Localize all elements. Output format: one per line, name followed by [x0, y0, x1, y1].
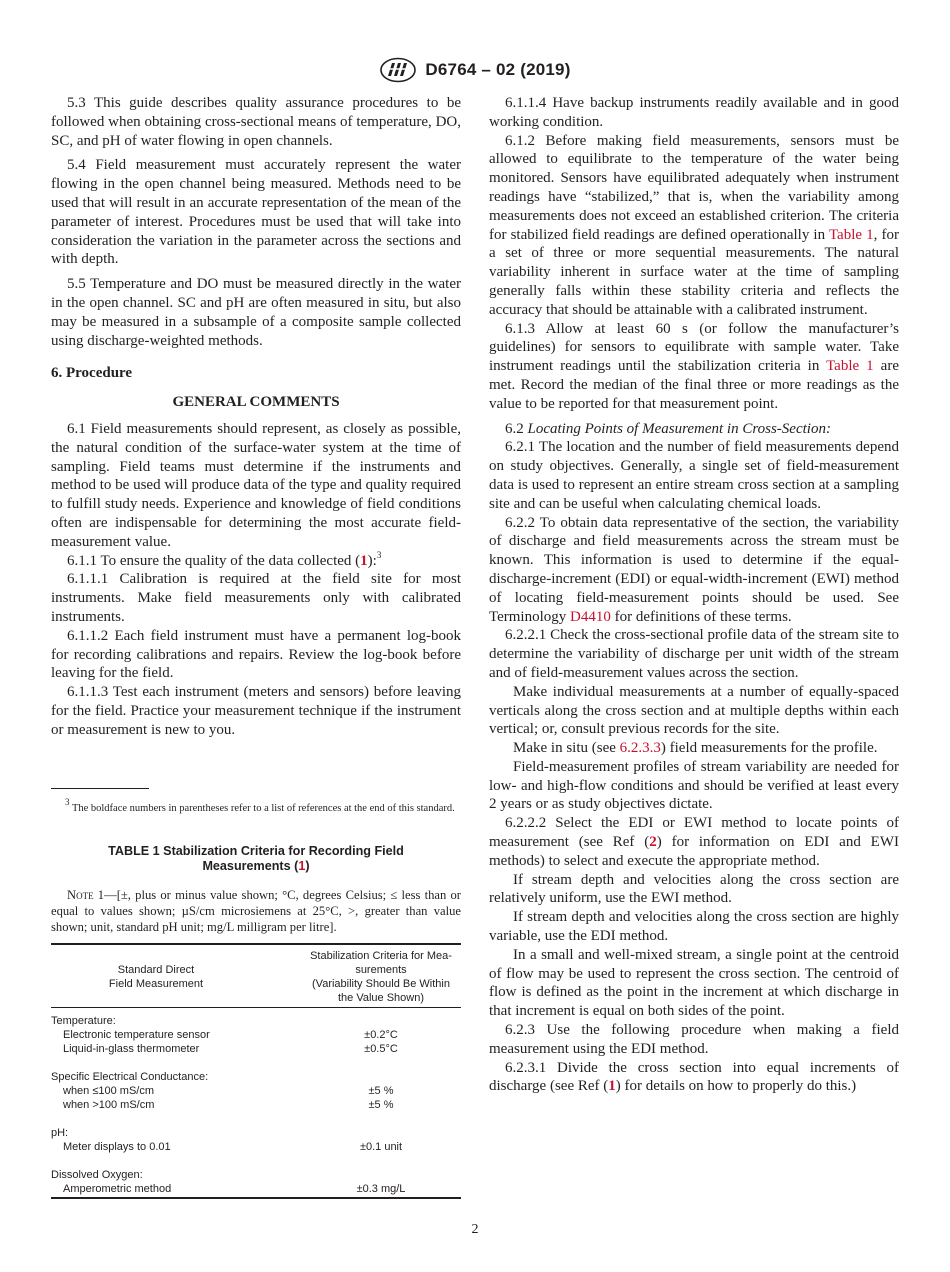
paragraph-6-2-2-1: 6.2.2.1 Check the cross-sectional profile data of the stream site to determine the variability of discharge per unit width of the stream and of field-measurement values across the section.	[489, 627, 899, 681]
paragraph-rest: ) field measurements for the profile.	[660, 740, 878, 757]
paragraph-6-2-2-rest: for definitions of these terms.	[610, 608, 792, 625]
subheading-general-comments: GENERAL COMMENTS	[172, 394, 340, 411]
section-title: Locating Points of Measurement in Cross-Section:	[527, 420, 831, 437]
paragraph-6-1-2	[489, 132, 899, 320]
paragraph-6-1-1-close: ):	[367, 552, 377, 569]
paragraph-6-2-3-1-rest: ) for details on how to properly do this.)	[615, 1078, 857, 1095]
paragraph-6-2-2-2-d: In a small and well-mixed stream, a single point at the centroid of flow may be used to represent the cross section. The centroid of flow is defined as the point in the increment at which discharge in that increment is equal on both sides of the point.	[489, 946, 899, 1020]
header-field-measurement	[51, 944, 301, 1008]
table-row	[51, 1098, 461, 1112]
table-title-ref-link[interactable]: 1	[298, 859, 306, 873]
row-label: Electronic temperature sensor	[63, 1028, 210, 1041]
row-label: when ≤100 mS/cm	[63, 1084, 155, 1097]
row-label: Liquid-in-glass thermometer	[63, 1042, 200, 1055]
page-header	[0, 56, 950, 84]
header-col2-line3: (Variability Should Be Within	[312, 977, 450, 990]
header-col1-line2: Field Measurement	[108, 977, 204, 990]
row-value: ±0.1 unit	[359, 1140, 403, 1153]
table-header-row	[51, 944, 461, 1008]
row-value: ±5 %	[368, 1084, 394, 1097]
paragraph-6-1-1-2: 6.1.1.2 Each field instrument must have a permanent log-book for recording calibrations and repairs. Review the log-book before leaving for the field.	[51, 627, 461, 682]
standard-designation: D6764 – 02 (2019)	[425, 60, 571, 79]
paragraph-6-1-1-4: 6.1.1.4 Have backup instruments readily available and in good working condition.	[489, 95, 899, 130]
paragraph-6-2-1: 6.2.1 The location and the number of field measurements depend on study objectives. Generally, a single set of field-measurement data is used to represent an entire stream cross section at a sampling site and can be useful when calculating chemical loads.	[489, 439, 899, 512]
group-conductance: Specific Electrical Conductance:	[51, 1070, 209, 1083]
reference-link-2[interactable]: 2	[649, 834, 657, 851]
paragraph-6-2	[489, 420, 899, 439]
table-1-title	[71, 844, 441, 875]
paragraph-6-2-2-2-rest: ) for information on EDI and EWI methods) to select and execute the appropriate method.	[489, 834, 899, 869]
paragraph-6-1-3	[489, 320, 899, 414]
table-1-link[interactable]: Table 1	[826, 358, 874, 375]
row-label: Amperometric method	[63, 1182, 172, 1195]
header-col2-line2: surements	[355, 963, 407, 976]
table-row	[51, 1140, 461, 1154]
paragraph-6-2-3: 6.2.3 Use the following procedure when making a field measurement using the EDI method.	[489, 1022, 899, 1057]
paragraph-6-1-1	[51, 549, 461, 571]
paragraph-text: Make in situ (see	[513, 740, 620, 757]
row-value: ±0.2°C	[364, 1028, 398, 1041]
paragraph-5-4: 5.4 Field measurement must accurately represent the water flowing in the open channel being measured. Methods need to be used that will result in an accurate representation of the mean of the parameter of interest. Procedures must be used that will take into consideration the variation in the parameter across the sections and with depth.	[51, 157, 461, 268]
paragraph-6-2-2-text: 6.2.2 To obtain data representative of the section, the variability of discharge and field measurements across the stream must be known. This information is used to determine if the equal-discharge-increment (EDI) or equal-width-increment (EWI) method of locating field-measurement points should be used. See Terminology	[489, 514, 899, 625]
paragraph-6-2-2-2-b: If stream depth and velocities along the cross section are relatively uniform, use the EWI method.	[489, 871, 899, 907]
note-text: —[±, plus or minus value shown; °C, degrees Celsius; ≤ less than or equal to values shown; µS/cm microsiemens at 25°C, >, greater than value shown; unit, standard pH unit; mg/L milligram per litre].	[51, 887, 461, 934]
paragraph-5-5: 5.5 Temperature and DO must be measured directly in the water in the open channel. SC and pH are often measured in situ, but also may be measured in a subsample of a composite sample collected using discharge-weighted methods.	[51, 276, 461, 349]
section-heading-procedure: 6. Procedure	[51, 365, 133, 382]
header-col2-line4: the Value Shown)	[337, 991, 425, 1004]
section-6-2-3-3-link[interactable]: 6.2.3.3	[619, 740, 661, 757]
table-row	[51, 1084, 461, 1098]
row-value: ±0.5°C	[364, 1042, 398, 1055]
footnote-divider	[51, 788, 149, 789]
paragraph-6-2-2-1-c	[489, 739, 899, 758]
stabilization-criteria-table	[51, 943, 461, 1199]
paragraph-6-1-3-text: 6.1.3 Allow at least 60 s (or follow the manufacturer’s guidelines) for sensors to equilibrate with sample water. Take instrument readings until the stabilization criteria in	[489, 320, 899, 375]
footnote-marker: 3	[376, 549, 382, 560]
reference-link-1[interactable]: 1	[608, 1078, 616, 1095]
footnote-number: 3	[65, 797, 70, 807]
row-value: ±0.3 mg/L	[356, 1182, 406, 1195]
table-row	[51, 1028, 461, 1042]
table-group-row	[51, 1007, 461, 1028]
group-temperature: Temperature:	[51, 1014, 116, 1027]
header-col2-line1: Stabilization Criteria for Mea-	[310, 949, 452, 962]
d4410-link[interactable]: D4410	[570, 608, 611, 625]
footnote-3	[51, 797, 461, 816]
table-group-row	[51, 1056, 461, 1084]
table-1-note	[51, 887, 461, 935]
paragraph-6-1-3-rest: are met. Record the median of the final three or more readings as the value to be reported for that measurement point.	[489, 358, 899, 412]
table-title-close: )	[305, 859, 310, 873]
reference-link-1[interactable]: 1	[360, 552, 368, 569]
paragraph-6-2-3-1-text: 6.2.3.1 Divide the cross section into equal increments of discharge (see Ref (	[489, 1059, 899, 1095]
table-row	[51, 1182, 461, 1198]
paragraph-6-1-2-text: 6.1.2 Before making field measurements, sensors must be allowed to equilibrate to the temperature of the water being monitored. Sensors have equilibrated adequately when instrument readings have “stabilized,” that is, when the variability among measurements does not exceed an established criterion. The criteria for stabilized field readings are defined operationally in	[489, 132, 899, 243]
header-stabilization-criteria	[301, 944, 461, 1008]
paragraph-6-1-2-rest: , for a set of three or more sequential measurements. The natural variability inherent in surface water at the time of sampling generally falls within these stability criteria and reflects the accuracy that should be attainable with a calibrated instrument.	[489, 226, 899, 318]
footnote-text: The boldface numbers in parentheses refer to a list of references at the end of this standard.	[71, 802, 455, 814]
table-group-row	[51, 1112, 461, 1140]
paragraph-6-2-2-2-text: 6.2.2.2 Select the EDI or EWI method to locate points of measurement (see Ref (	[489, 815, 899, 851]
row-label: Meter displays to 0.01	[63, 1140, 171, 1153]
paragraph-6-1-1-1: 6.1.1.1 Calibration is required at the field site for most instruments. Make field measurements only with calibrated instruments.	[51, 571, 461, 625]
paragraph-6-1-1-3: 6.1.1.3 Test each instrument (meters and sensors) before leaving for the field. Practice your measurement technique if the instrument or measurement is new to you.	[51, 684, 461, 738]
paragraph-6-1-1-text: 6.1.1 To ensure the quality of the data collected (	[67, 552, 361, 569]
row-value: ±5 %	[368, 1098, 394, 1111]
paragraph-6-2-2	[489, 514, 899, 627]
paragraph-6-2-2-1-d: Field-measurement profiles of stream variability are needed for low- and high-flow conditions and should be verified at least every 2 years or as study objectives dictate.	[489, 758, 899, 813]
paragraph-6-1: 6.1 Field measurements should represent, as closely as possible, the natural condition of the surface-water system at the time of sampling. Field teams must determine if the instruments and method to be used will produce data of the type and quality required to fulfill study needs. Experience and knowledge of field conditions often are indispensable for determining the most accurate field-measurement value.	[51, 420, 461, 550]
group-dissolved-oxygen: Dissolved Oxygen:	[51, 1168, 143, 1181]
paragraph-6-2-2-2	[489, 814, 899, 870]
table-1-link[interactable]: Table 1	[828, 226, 874, 243]
paragraph-6-2-2-1-b: Make individual measurements at a number of equally-spaced verticals along the cross section and at multiple depths within each vertical; or, consult previous records for the site.	[489, 683, 899, 738]
right-column	[489, 94, 899, 1096]
section-number: 6.2	[505, 420, 528, 437]
left-column	[51, 94, 461, 1199]
paragraph-5-3: 5.3 This guide describes quality assurance procedures to be followed when obtaining cross-sectional means of temperature, DO, SC, and pH of water flowing in open channels.	[51, 95, 461, 149]
page-number: 2	[471, 1222, 479, 1237]
paragraph-6-2-2-2-c: If stream depth and velocities along the cross section are highly variable, use the EDI method.	[489, 909, 899, 945]
group-ph: pH:	[51, 1126, 69, 1139]
table-row	[51, 1042, 461, 1056]
paragraph-6-2-3-1	[489, 1059, 899, 1097]
note-label: Note 1	[67, 887, 105, 902]
astm-logo-icon	[379, 57, 417, 83]
header-col1-line1: Standard Direct	[117, 963, 195, 976]
row-label: when >100 mS/cm	[63, 1098, 155, 1111]
table-group-row	[51, 1154, 461, 1182]
table-title-text: TABLE 1 Stabilization Criteria for Recording Field Measurements (	[108, 843, 404, 873]
